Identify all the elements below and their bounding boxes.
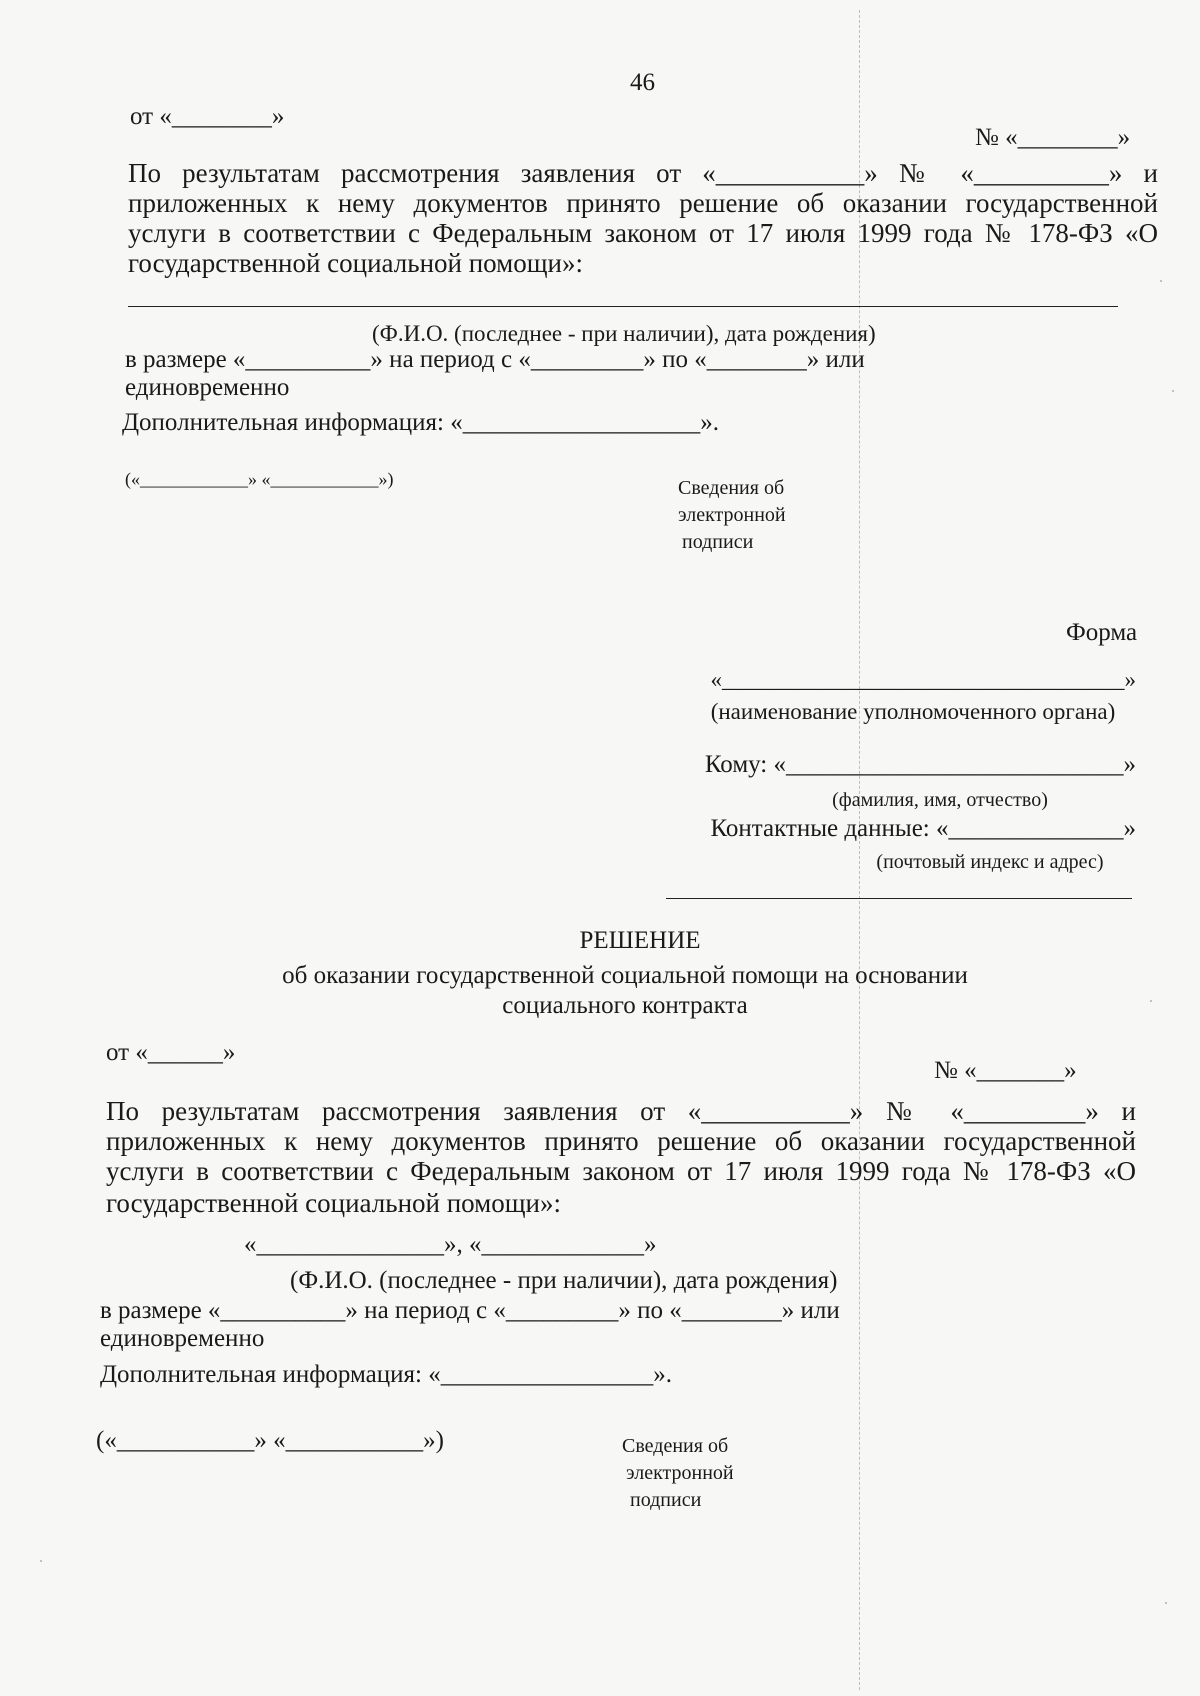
second-fio-placeholders: «_______________», «_____________» xyxy=(244,1231,657,1258)
authority-name-caption: (наименование уполномоченного органа) xyxy=(710,699,1116,724)
first-paragraph-line-2: приложенных к нему документов принято решение об оказании государственной xyxy=(128,188,1158,218)
contacts-extra-rule xyxy=(666,898,1132,899)
recipient-caption: (фамилия, имя, отчество) xyxy=(832,789,1048,811)
recipient-line: Кому: «___________________________» xyxy=(704,751,1136,778)
second-paragraph-line-4: государственной социальной помощи»: xyxy=(106,1188,561,1218)
scan-speck xyxy=(40,1560,42,1562)
second-amount-line: в размере «__________» на период с «_________» по «________» или xyxy=(100,1297,840,1324)
second-esign-line-1: Сведения об xyxy=(622,1435,729,1457)
decision-title: РЕШЕНИЕ xyxy=(579,927,701,954)
second-sign-placeholders: («___________» «___________») xyxy=(96,1427,444,1454)
first-onetime: единовременно xyxy=(125,374,290,401)
first-number-line: № «________» xyxy=(975,124,1131,151)
first-esign-line-3: подписи xyxy=(682,531,754,553)
first-amount-line: в размере «__________» на период с «_________» по «________» или xyxy=(125,346,865,373)
first-esign-line-1: Сведения об xyxy=(678,477,785,499)
second-date-line: от «______» xyxy=(106,1039,236,1066)
second-esign-line-2: электронной xyxy=(626,1462,734,1484)
second-paragraph-line-2: приложенных к нему документов принято решение об оказании государственной xyxy=(106,1126,1136,1156)
second-esign-line-3: подписи xyxy=(630,1489,702,1511)
second-number-line: № «_______» xyxy=(934,1057,1077,1084)
contacts-caption: (почтовый индекс и адрес) xyxy=(876,851,1104,873)
scan-fold-line xyxy=(859,10,860,1690)
scan-speck xyxy=(1160,280,1162,282)
first-paragraph-line-3: услуги в соответствии с Федеральным законом от 17 июля 1999 года № 178-ФЗ «О xyxy=(128,218,1158,248)
second-paragraph-line-3: услуги в соответствии с Федеральным законом от 17 июля 1999 года № 178-ФЗ «О xyxy=(106,1156,1136,1186)
first-additional-info: Дополнительная информация: «___________________». xyxy=(122,409,719,436)
page-number: 46 xyxy=(630,69,655,96)
decision-subtitle-line-2: социального контракта xyxy=(502,992,748,1019)
second-onetime: единовременно xyxy=(100,1325,265,1352)
second-additional-info: Дополнительная информация: «_________________». xyxy=(100,1361,672,1388)
second-paragraph-line-1: По результатам рассмотрения заявления от «___________» № «_________» и xyxy=(106,1096,1136,1126)
scan-speck xyxy=(1150,1000,1152,1002)
decision-subtitle-line-1: об оказании государственной социальной помощи на основании xyxy=(282,962,968,989)
first-esign-line-2: электронной xyxy=(678,504,786,526)
first-sign-placeholders: («____________» «____________») xyxy=(125,469,394,489)
contacts-line: Контактные данные: «______________» xyxy=(710,815,1136,842)
first-paragraph-line-4: государственной социальной помощи»: xyxy=(128,248,583,278)
first-date-line: от «________» xyxy=(130,103,285,130)
authority-name-line: «___________________________________» xyxy=(710,667,1136,692)
scan-speck xyxy=(1172,390,1174,392)
first-paragraph-line-1: По результатам рассмотрения заявления от «___________» № «__________» и xyxy=(128,158,1158,188)
first-fio-caption: (Ф.И.О. (последнее - при наличии), дата рождения) xyxy=(372,321,876,346)
form-label: Форма xyxy=(1066,619,1138,646)
first-fio-rule xyxy=(128,306,1118,307)
second-fio-caption: (Ф.И.О. (последнее - при наличии), дата рождения) xyxy=(290,1267,838,1294)
scan-speck xyxy=(1165,1602,1167,1604)
